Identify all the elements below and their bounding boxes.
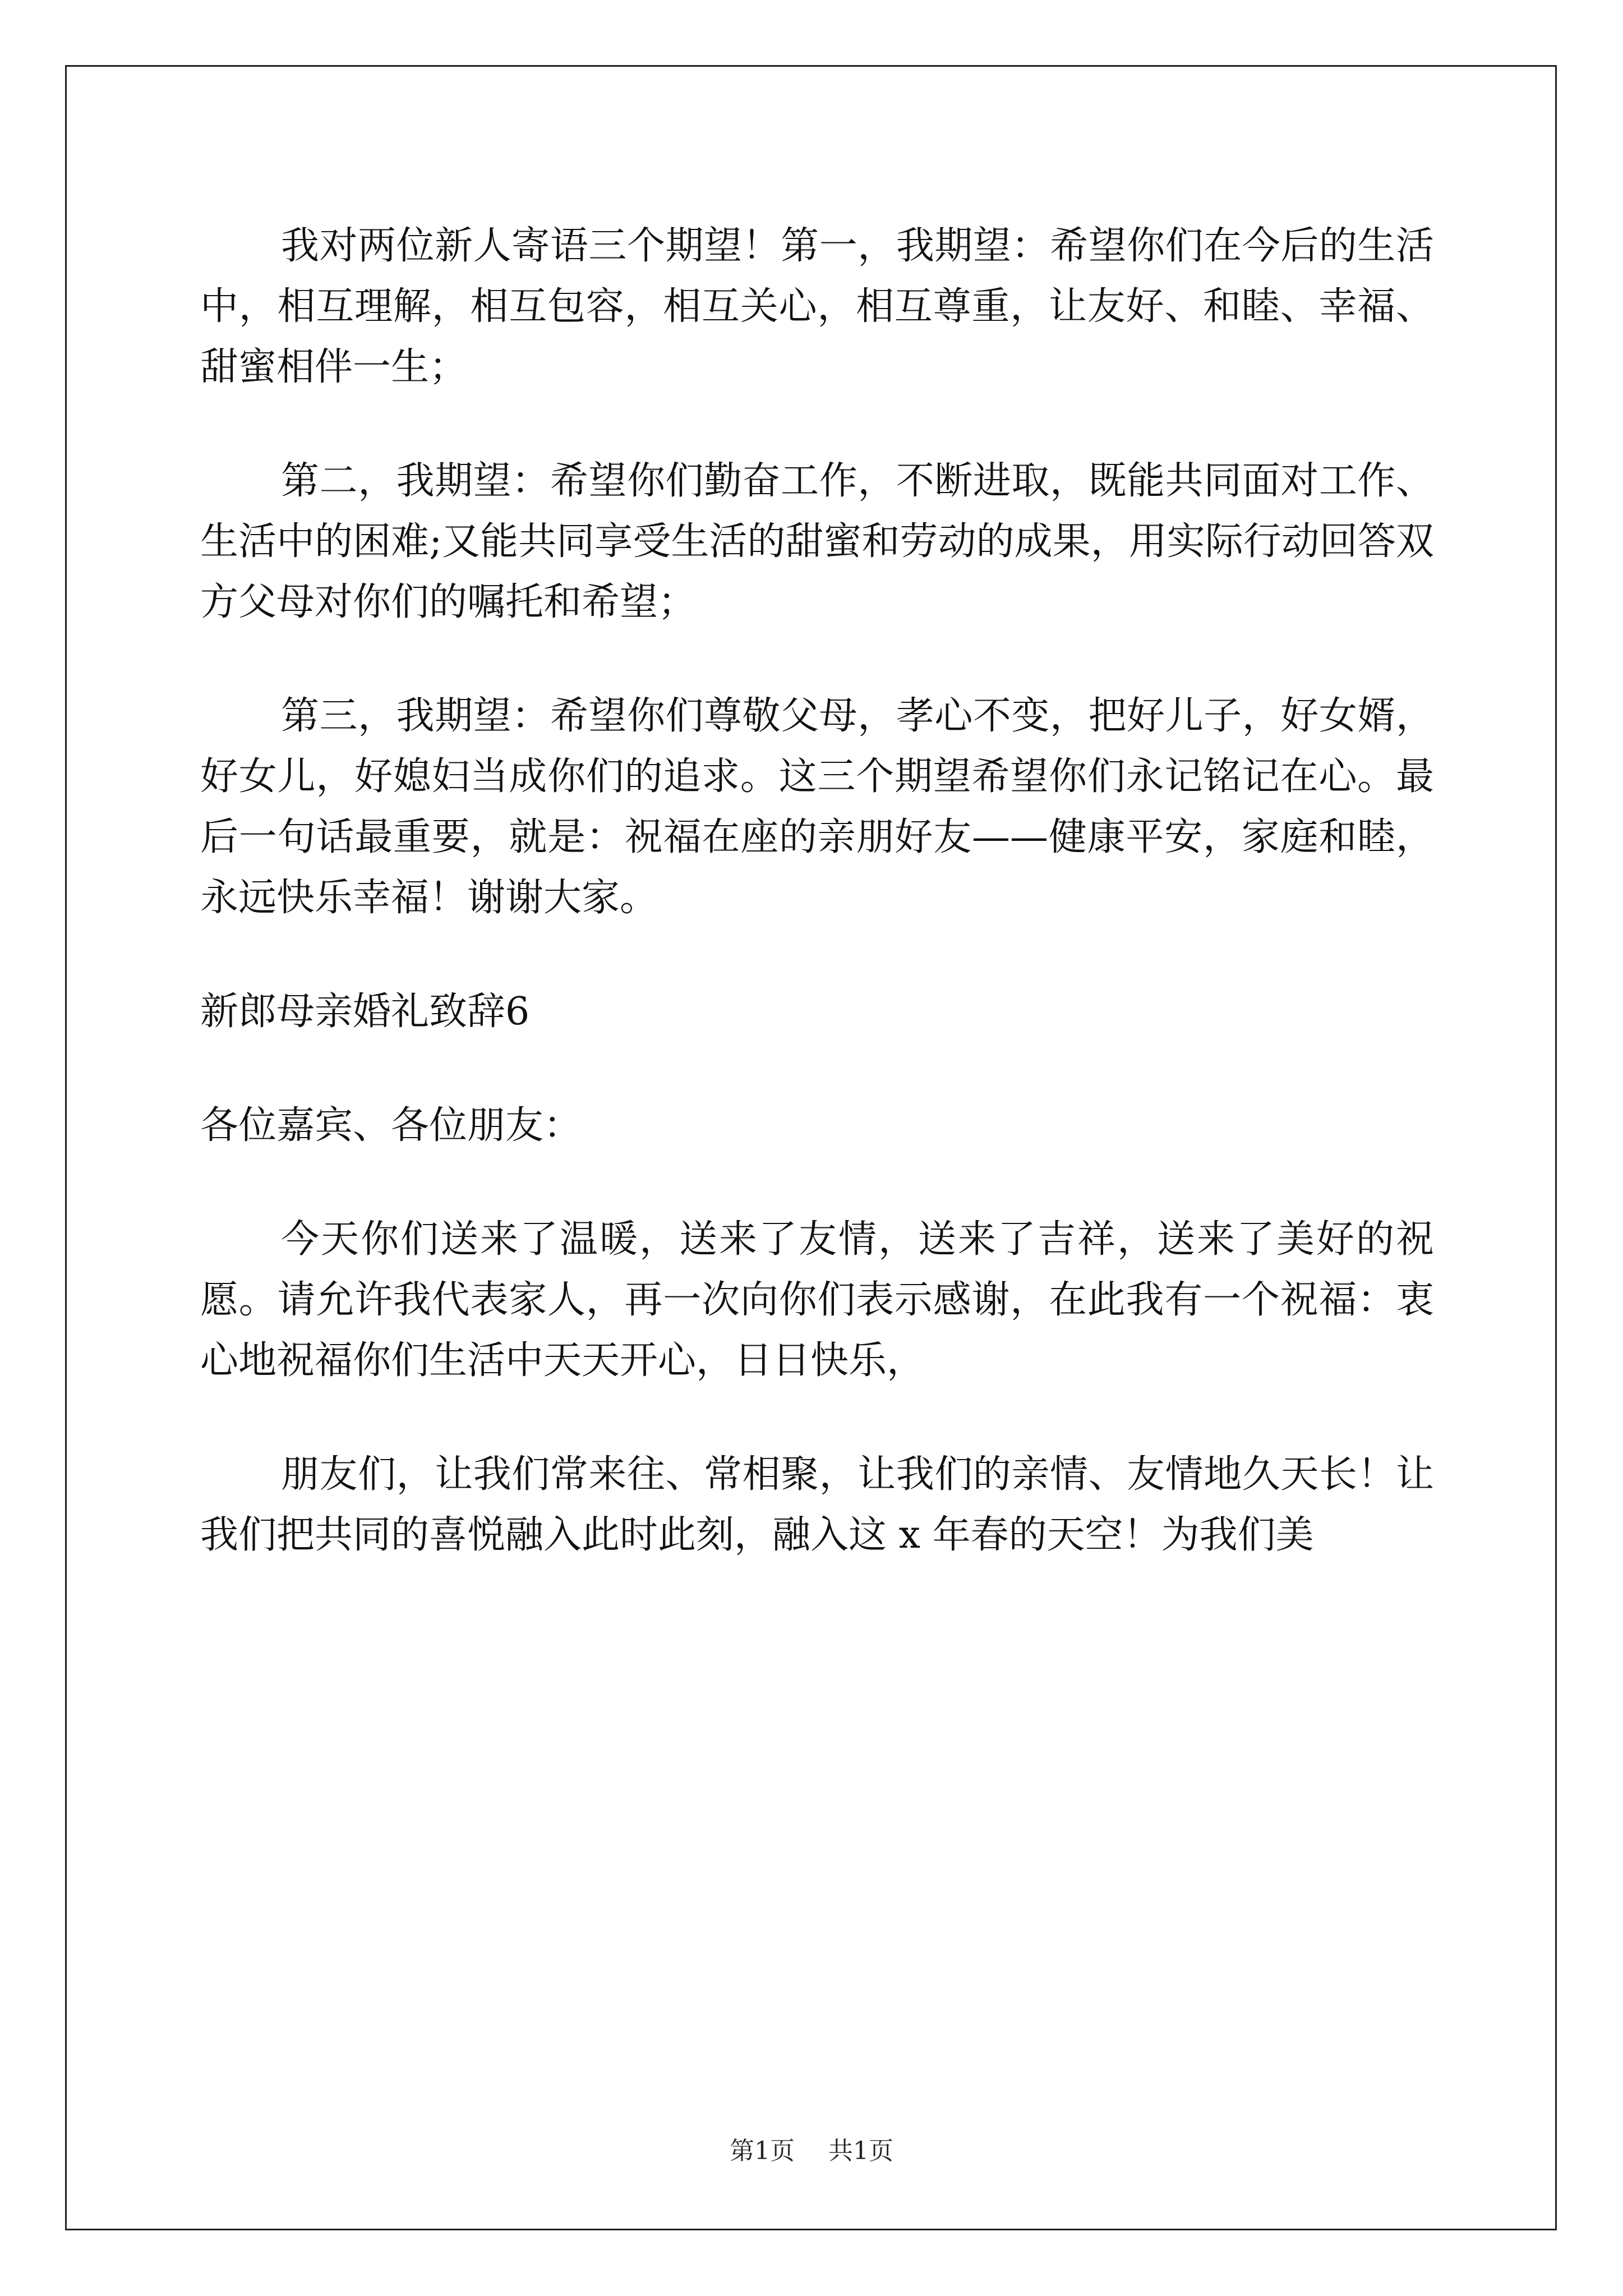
page-number: 第1页: [730, 2137, 795, 2165]
paragraph-friends: 朋友们，让我们常来往、常相聚，让我们的亲情、友情地久天长！让我们把共同的喜悦融入此时此刻，融入这 x 年春的天空！为我们美: [200, 1452, 1434, 1557]
section-heading: 新郎母亲婚礼致辞6: [200, 990, 530, 1034]
page-footer: [0, 2134, 1623, 2168]
paragraph-wishes-intro: 我对两位新人寄语三个期望！第一，我期望：希望你们在今后的生活中，相互理解，相互包容，相互关心，相互尊重，让友好、和睦、幸福、甜蜜相伴一生；: [200, 224, 1434, 389]
page-total: 共1页: [828, 2137, 893, 2165]
paragraph-third-wish: 第三，我期望：希望你们尊敬父母，孝心不变，把好儿子，好女婿，好女儿，好媳妇当成你们的追求。这三个期望希望你们永记铭记在心。最后一句话最重要，就是：祝福在座的亲朋好友——健康平安，家庭和睦，永远快乐幸福！谢谢大家。: [200, 694, 1434, 920]
document-body: [200, 216, 1434, 1619]
salutation: 各位嘉宾、各位朋友：: [200, 1103, 582, 1148]
paragraph-thanks: 今天你们送来了温暖，送来了友情，送来了吉祥，送来了美好的祝愿。请允许我代表家人，再一次向你们表示感谢，在此我有一个祝福：衷心地祝福你们生活中天天开心，日日快乐，: [200, 1217, 1434, 1383]
paragraph-second-wish: 第二，我期望：希望你们勤奋工作，不断进取，既能共同面对工作、生活中的困难;又能共同享受生活的甜蜜和劳动的成果，用实际行动回答双方父母对你们的嘱托和希望；: [200, 459, 1434, 624]
